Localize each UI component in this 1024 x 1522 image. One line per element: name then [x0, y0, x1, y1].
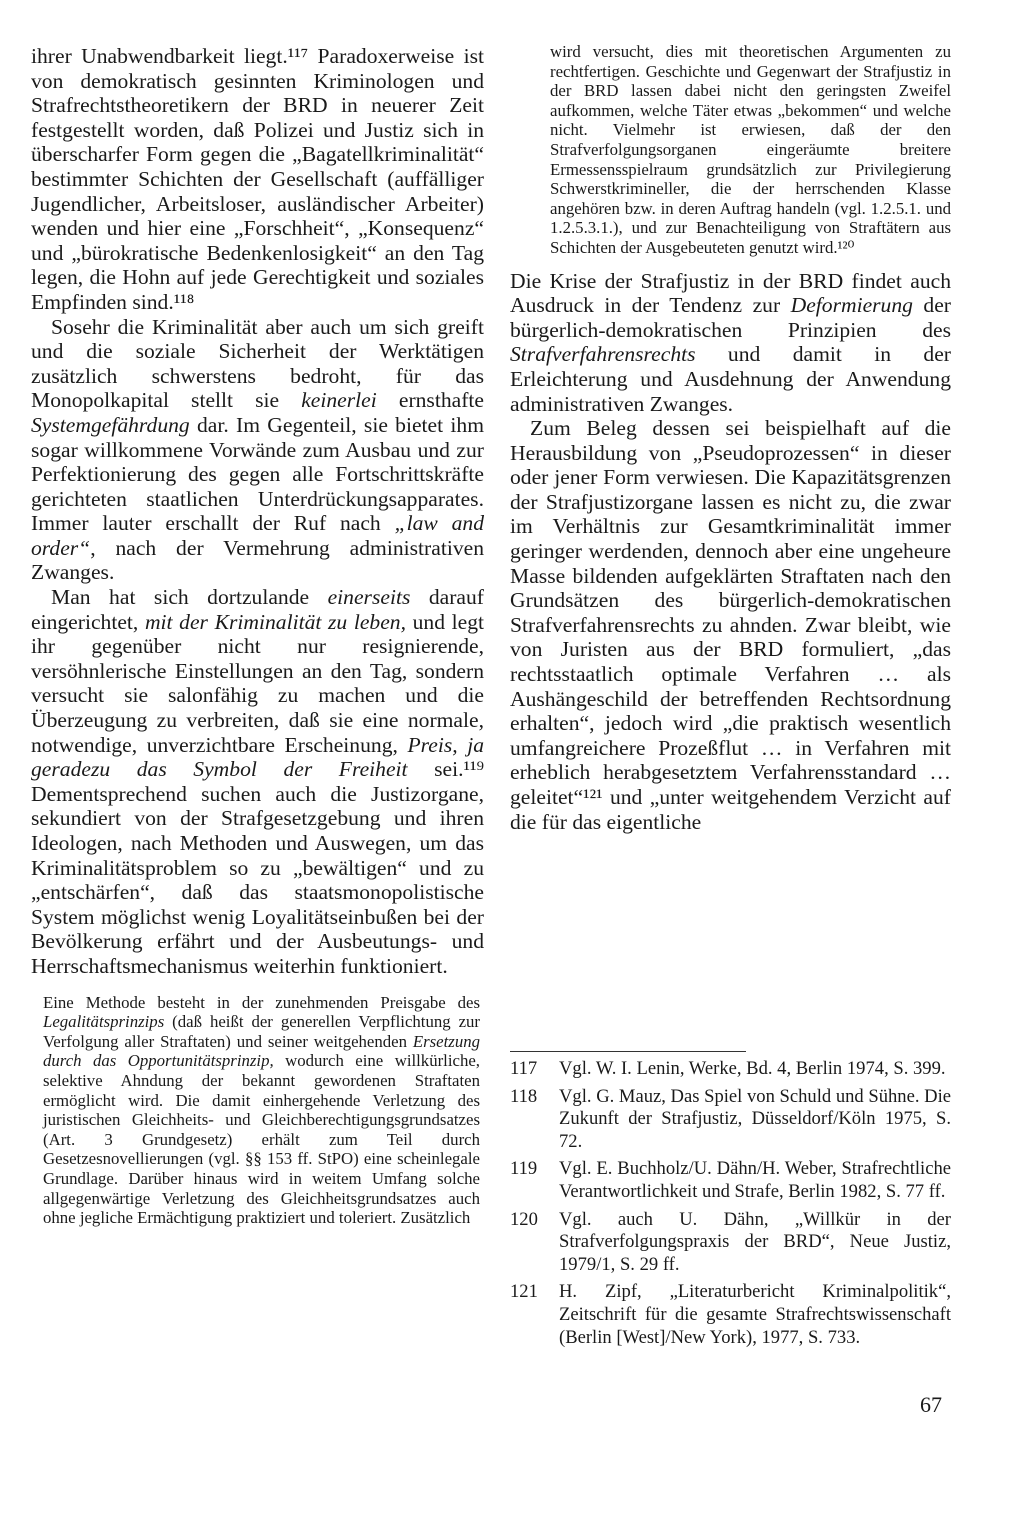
- footnote-text: Vgl. auch U. Dähn, „Willkür in der Strafverfolgungspraxis der BRD“, Neue Justiz, 1979/1, S. 29 ff.: [559, 1208, 951, 1275]
- footnote-119: [510, 1158, 951, 1203]
- text-span: ernsthafte: [376, 388, 484, 413]
- emphasis: Deformierung: [790, 293, 913, 318]
- footnote-text: Vgl. G. Mauz, Das Spiel von Schuld und Sühne. Die Zukunft der Strafjustiz, Düsseldorf/Köln 1975, S. 72.: [559, 1085, 951, 1152]
- text-span: Die Krise der Strafjustiz in der BRD findet auch Ausdruck in der Tendenz zur: [510, 268, 951, 318]
- emphasis: „law and order“: [31, 511, 484, 560]
- emphasis: einerseits: [327, 585, 411, 610]
- footnote-text: H. Zipf, „Literaturbericht Kriminalpolitik“, Zeitschrift für die gesamte Strafrechtswissenschaft (Berlin [West]/New York), 1977, S. 733.: [559, 1281, 951, 1348]
- right-paragraph-1: [510, 269, 951, 417]
- footnote-text: Vgl. W. I. Lenin, Werke, Bd. 4, Berlin 1974, S. 399.: [559, 1058, 946, 1079]
- footnote-117: [510, 1058, 951, 1081]
- text-span: darauf eingerichtet,: [31, 585, 484, 634]
- left-paragraph-1: ihrer Unabwendbarkeit liegt.¹¹⁷ Paradoxerweise ist von demokratisch gesinnten Kriminologen und Strafrechtstheoretikern der BRD in neuerer Zeit festgestellt worden, daß Polizei und Justiz sich in überscharfer Form gegen die „Bagatellkriminalität“ bestimmter Schichten der Gesellschaft (auffälliger Jugendlicher, Arbeitsloser, ausländischer Arbeiter) wenden und hier eine „Forschheit“, „Konsequenz“ und „bürokratische Bedenkenlosigkeit“ an den Tag legen, die Hohn auf jede Gerechtigkeit und soziales Empfinden sind.¹¹⁸: [31, 44, 484, 314]
- emphasis: Systemgefährdung: [31, 412, 190, 437]
- left-paragraph-3: [31, 585, 484, 979]
- text-span: Eine Methode besteht in der zunehmenden Preisgabe des: [43, 992, 480, 1012]
- right-small-print-block: wird versucht, dies mit theoretischen Argumenten zu rechtfertigen. Geschichte und Gegenwart der Strafjustiz in der BRD lassen dabei nicht den geringsten Zweifel aufkommen, welche Täter etwas „bekommen“ und welche nicht. Vielmehr ist erwiesen, daß der den Strafverfolgungsorganen eingeräumte breitere Ermessensspielraum grundsätzlich zur Privilegierung Schwerstkrimineller, die der herrschenden Klasse angehören bzw. in deren Auftrag handeln (vgl. 1.2.5.1. und 1.2.5.3.1.), und zur Benachteiligung von Straftätern aus Schichten der Ausgebeuteten genutzt wird.¹²⁰: [550, 42, 951, 257]
- text-span: Sosehr die Kriminalität aber auch um sich greift und die soziale Sicherheit der Werktätigen zusätzlich schwerstens bedroht, für das Monopolkapital stellt sie: [31, 314, 484, 413]
- page-number: 67: [920, 1392, 942, 1417]
- footnote-text: Vgl. E. Buchholz/U. Dähn/H. Weber, Strafrechtliche Verantwortlichkeit und Strafe, Berlin 1982, S. 77 ff.: [559, 1158, 951, 1202]
- footnotes: [510, 1058, 951, 1354]
- text-span: , nach der Vermehrung administrativen Zwanges.: [31, 535, 484, 585]
- text-span: (daß heißt der generellen Verpflichtung zur Verfolgung aller Straftaten) und seiner weitgehenden: [43, 1012, 480, 1051]
- text-span: und legt ihr gegenüber nicht nur resignierende, versöhnlerische Einstellungen an den Tag, sondern versucht sie salonfähig zu machen und die Überzeugung zu verbreiten, daß sie eine normale, notwendige, unverzichtbare Erscheinung,: [31, 609, 485, 757]
- footnote-divider: [510, 1051, 746, 1052]
- emphasis: keinerlei: [301, 388, 377, 413]
- emphasis: mit der Kriminalität zu leben,: [144, 609, 406, 634]
- text-span: dar. Im Gegenteil, sie bietet ihm sogar willkommene Vorwände zum Ausbau und zur Perfektionierung des gegen alle Fortschrittskräfte gerichteten staatlichen Unterdrückungsapparates. Immer lauter erschallt der Ruf nach: [31, 412, 484, 536]
- text-span: und damit in der Erleichterung und Ausdehnung der Anwendung administrativen Zwanges.: [510, 342, 951, 416]
- emphasis: Ersetzung durch das Opportunitätsprinzip,: [43, 1031, 480, 1071]
- footnote-120: [510, 1209, 951, 1277]
- right-column: [510, 44, 951, 834]
- footnote-number: 117: [510, 1058, 538, 1079]
- footnote-number: 120: [510, 1208, 538, 1230]
- right-paragraph-2: Zum Beleg dessen sei beispielhaft auf die Herausbildung von „Pseudoprozessen“ in dieser oder jener Form verwiesen. Die Kapazitätsgrenzen der Strafjustizorgane lassen es nicht zu, die zwar im Verhältnis zur Gesamtkriminalität immer geringer werdenden, dennoch aber eine ungeheure Masse bildenden aufgeklärten Straftaten nach den Grundsätzen des bürgerlich-demokratischen Strafverfahrensrechts zu ahnden. Zwar bleibt, wie von Juristen aus der BRD formuliert, „das rechtsstaatlich optimale Verfahren … als Aushängeschild der betreffenden Rechtsordnung erhalten“, jedoch wird „die praktisch wesentlich umfangreichere Prozeßflut … in Verfahren mit erheblich herabgesetztem Verfahrensstandard … geleitet“¹²¹ und „unter weitgehendem Verzicht auf die für das eigentliche: [510, 416, 951, 834]
- left-small-print-block: [43, 993, 480, 1228]
- left-paragraph-2: [31, 315, 484, 586]
- footnote-number: 121: [510, 1281, 538, 1303]
- footnote-121: [510, 1281, 951, 1349]
- footnote-118: [510, 1086, 951, 1154]
- left-column: [31, 44, 484, 1228]
- emphasis: Strafverfahrensrechts: [510, 342, 696, 367]
- footnote-number: 119: [510, 1158, 538, 1180]
- emphasis: Preis, ja geradezu das Symbol der Freiheit: [31, 732, 485, 782]
- text-span: der bürgerlich-demokratischen Prinzipien des: [510, 293, 951, 342]
- text-span: sei.¹¹⁹ Dementsprechend suchen auch die Justizorgane, sekundiert von der Strafgesetzgebung und ihren Ideologen, nach Methoden und Auswegen, um das Kriminalitätsproblem so zu „bewältigen“ und zu „entschärfen“, daß das staatsmonopolistische System möglichst wenig Loyalitätseinbußen bei der Bevölkerung erfährt und der Ausbeutungs- und Herrschaftsmechanismus weiterhin funktioniert.: [31, 757, 484, 978]
- emphasis: Legalitätsprinzips: [43, 1012, 165, 1032]
- footnote-number: 118: [510, 1085, 538, 1107]
- text-span: wodurch eine willkürliche, selektive Ahndung der bekannt gewordenen Straftaten ermöglicht wird. Die damit einhergehende Verletzung des juristischen Gleichheits- und Gleichberechtigungsgrundsatzes (Art. 3 Grundgesetz) erhält zum Teil durch Gesetzesnovellierungen (vgl. §§ 153 ff. StPO) eine scheinlegale Grundlage. Darüber hinaus wird in weitem Umfang solche allgegenwärtige Verletzung des Gleichheitsgrundsatzes auch ohne jegliche Ermächtigung praktiziert und toleriert. Zusätzlich: [43, 1051, 480, 1228]
- text-span: Man hat sich dortzulande: [51, 585, 328, 610]
